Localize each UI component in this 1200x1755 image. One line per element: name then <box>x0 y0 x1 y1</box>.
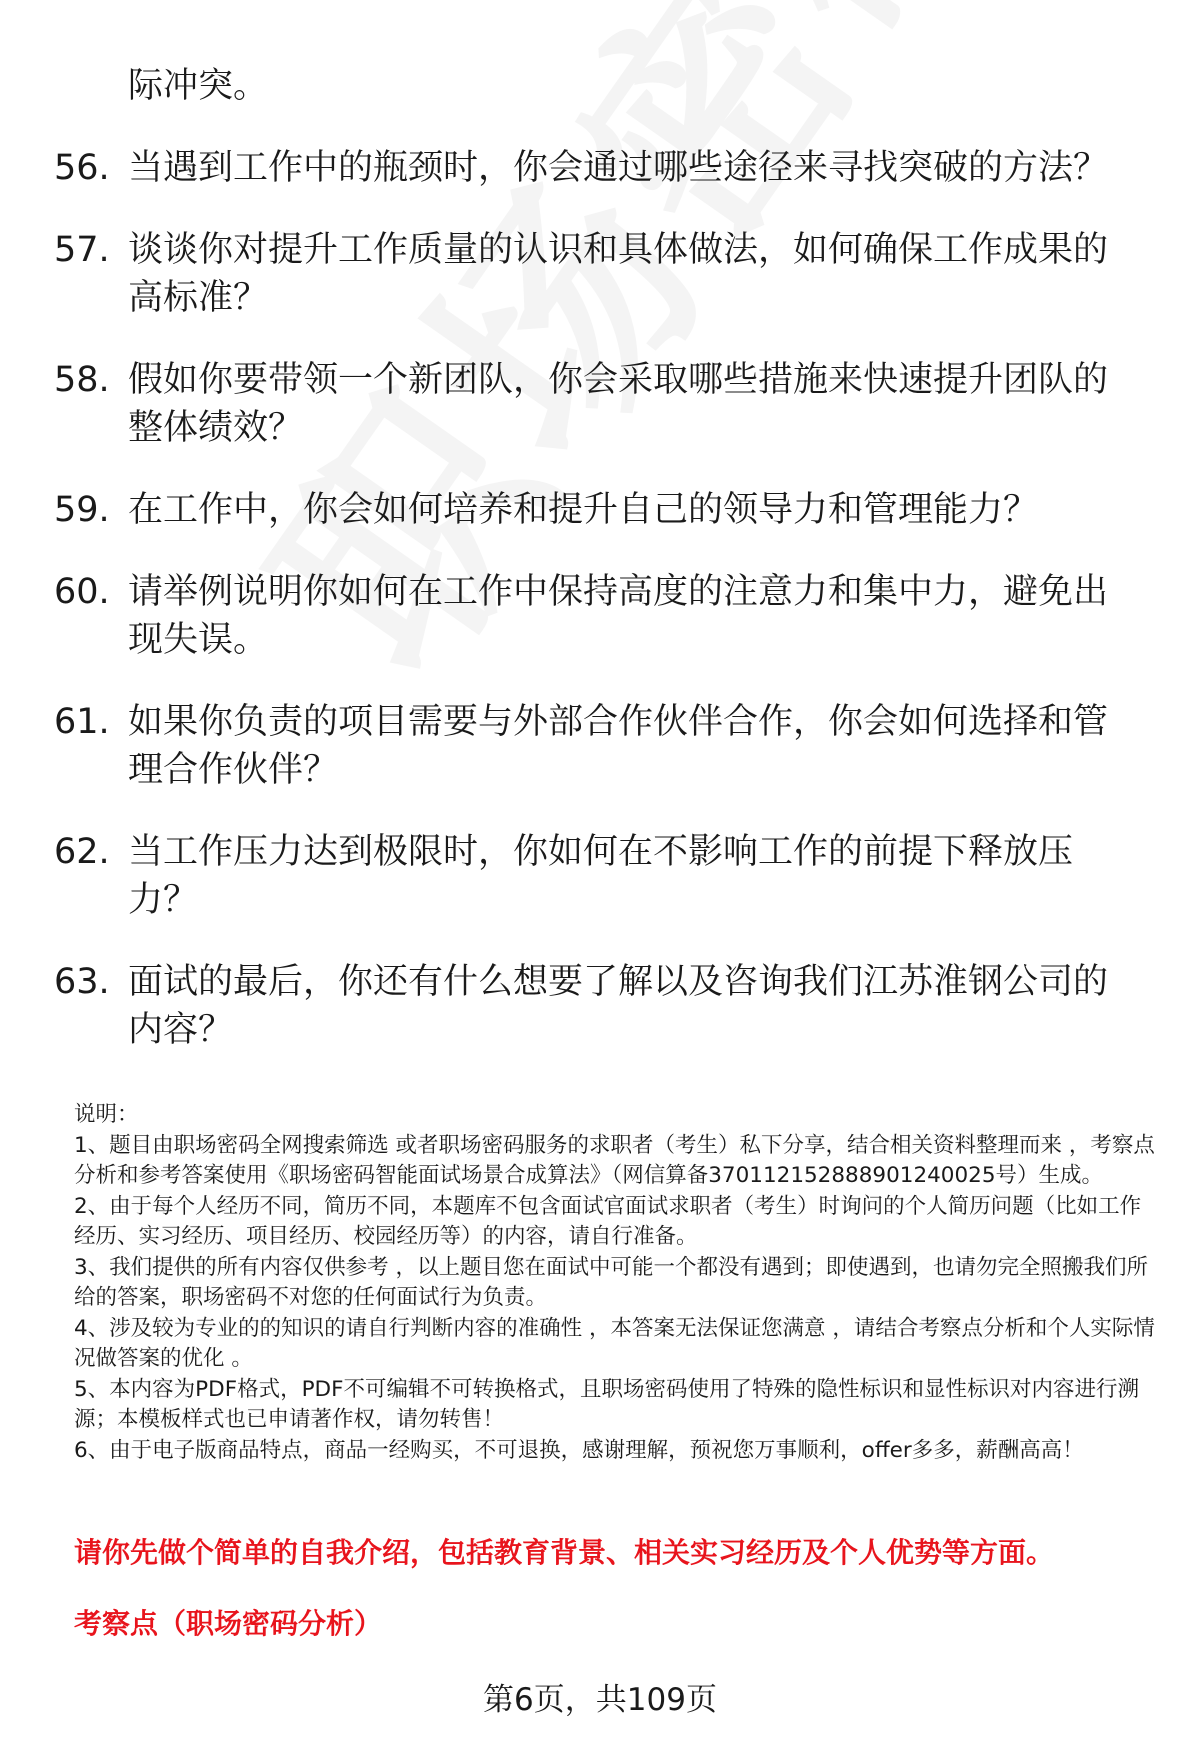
question-number: 56. <box>54 148 110 188</box>
note-item: 6、由于电子版商品特点，商品一经购买，不可退换，感谢理解，预祝您万事顺利，offer多多，薪酬高高！ <box>74 1437 1084 1463</box>
continuation-line: 际冲突。 <box>128 66 269 106</box>
question-number: 58. <box>54 360 110 400</box>
question-text: 在工作中，你会如何培养和提升自己的领导力和管理能力？ <box>128 490 1039 530</box>
notes-section <box>74 1100 1160 1466</box>
question-number: 62. <box>54 832 110 872</box>
note-item: 4、涉及较为专业的的知识的请自行判断内容的准确性 ，本答案无法保证您满意 ，请结合考察点分析和个人实际情况做答案的优化 。 <box>74 1315 1155 1371</box>
question-text: 如果你负责的项目需要与外部合作伙伴合作，你会如何选择和管理合作伙伴？ <box>128 702 1109 790</box>
notes-heading: 说明： <box>74 1102 139 1127</box>
question-item <box>0 828 1200 924</box>
page-number: 第6页，共109页 <box>483 1682 717 1718</box>
question-number: 61. <box>54 702 110 742</box>
question-text: 谈谈你对提升工作质量的认识和具体做法，如何确保工作成果的高标准？ <box>128 230 1109 318</box>
note-item: 3、我们提供的所有内容仅供参考 ，以上题目您在面试中可能一个都没有遇到；即使遇到，也请勿完全照搬我们所给的答案，职场密码不对您的任何面试行为负责。 <box>74 1254 1149 1310</box>
note-item: 2、由于每个人经历不同，简历不同，本题库不包含面试官面试求职者（考生）时询问的个人简历问题（比如工作经历、实习经历、项目经历、校园经历等）的内容，请自行准备。 <box>74 1193 1142 1249</box>
question-list <box>0 144 1200 1088</box>
highlighted-question: 请你先做个简单的自我介绍，包括教育背景、相关实习经历及个人优势等方面。 <box>74 1536 1055 1569</box>
question-item <box>0 144 1200 192</box>
question-number: 63. <box>54 962 110 1002</box>
question-text: 当工作压力达到极限时，你如何在不影响工作的前提下释放压力？ <box>128 832 1074 920</box>
question-item <box>0 958 1200 1054</box>
question-number: 57. <box>54 230 110 270</box>
question-item <box>0 568 1200 664</box>
question-text: 请举例说明你如何在工作中保持高度的注意力和集中力，避免出现失误。 <box>128 572 1109 660</box>
analysis-section-heading: 考察点（职场密码分析） <box>74 1607 383 1640</box>
question-text: 当遇到工作中的瓶颈时，你会通过哪些途径来寻找突破的方法？ <box>128 148 1109 188</box>
question-text: 面试的最后，你还有什么想要了解以及咨询我们江苏淮钢公司的内容？ <box>128 962 1109 1050</box>
question-number: 59. <box>54 490 110 530</box>
question-number: 60. <box>54 572 110 612</box>
question-item <box>0 486 1200 534</box>
note-item: 5、本内容为PDF格式，PDF不可编辑不可转换格式，且职场密码使用了特殊的隐性标识和显性标识对内容进行溯源；本模板样式也已申请著作权，请勿转售！ <box>74 1376 1139 1432</box>
question-text: 假如你要带领一个新团队，你会采取哪些措施来快速提升团队的整体绩效？ <box>128 360 1109 448</box>
question-item <box>0 226 1200 322</box>
question-item <box>0 356 1200 452</box>
question-item <box>0 698 1200 794</box>
note-item: 1、题目由职场密码全网搜索筛选 或者职场密码服务的求职者（考生）私下分享，结合相关资料整理而来 ，考察点分析和参考答案使用《职场密码智能面试场景合成算法》（网信算备370112152888901240025号）生成。 <box>74 1132 1155 1188</box>
